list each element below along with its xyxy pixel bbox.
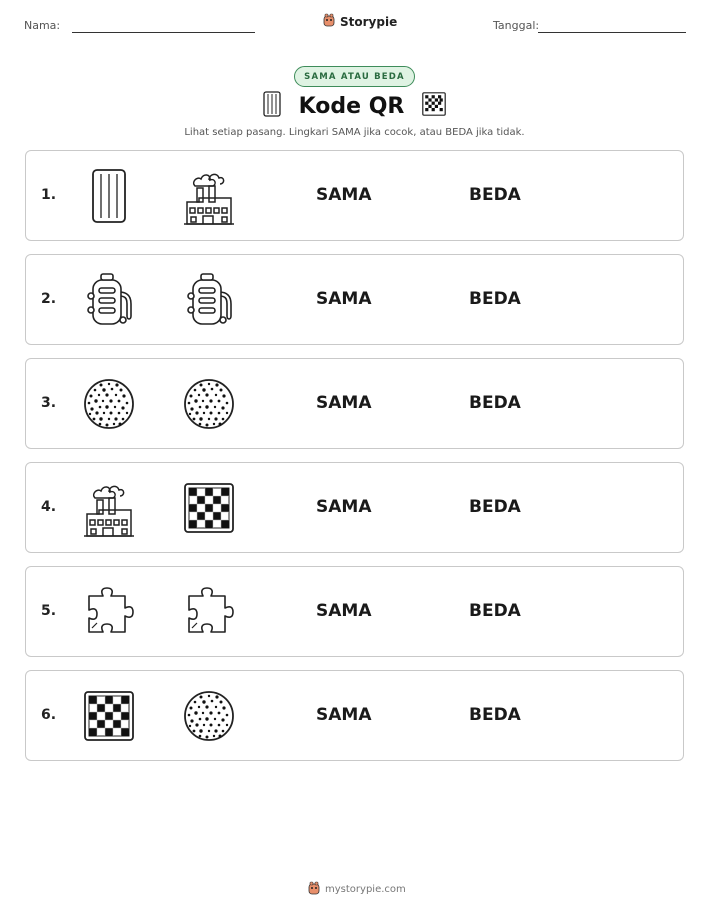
question-row-4	[25, 462, 684, 553]
question-number: 2.	[41, 291, 57, 307]
storypie-mascot-icon	[322, 12, 336, 31]
question-row-6	[25, 670, 684, 761]
puzzle-piece-icon	[79, 582, 139, 642]
dotted-circle-icon	[179, 686, 239, 746]
date-label: Tanggal:	[493, 19, 540, 32]
qr-code-icon	[179, 478, 239, 538]
factory-icon	[79, 478, 139, 538]
question-row-1	[25, 150, 684, 241]
footer	[307, 880, 406, 899]
same-option[interactable]: SAMA	[316, 497, 372, 517]
date-line[interactable]	[538, 32, 686, 33]
page-title: Kode QR	[298, 93, 405, 119]
brand-name: Storypie	[340, 14, 398, 29]
radiator-icon	[79, 166, 139, 226]
question-number: 4.	[41, 499, 57, 515]
question-number: 5.	[41, 603, 57, 619]
factory-icon	[179, 166, 239, 226]
dotted-circle-icon	[79, 374, 139, 434]
different-option[interactable]: BEDA	[469, 705, 521, 725]
question-row-2	[25, 254, 684, 345]
puzzle-piece-icon	[179, 582, 239, 642]
worksheet-type-badge: SAMA ATAU BEDA	[294, 66, 415, 87]
different-option[interactable]: BEDA	[469, 497, 521, 517]
question-row-3	[25, 358, 684, 449]
different-option[interactable]: BEDA	[469, 601, 521, 621]
question-number: 1.	[41, 187, 57, 203]
engine-icon	[79, 270, 139, 330]
question-row-5	[25, 566, 684, 657]
different-option[interactable]: BEDA	[469, 185, 521, 205]
engine-icon	[179, 270, 239, 330]
different-option[interactable]: BEDA	[469, 393, 521, 413]
name-label: Nama:	[24, 19, 61, 32]
same-option[interactable]: SAMA	[316, 601, 372, 621]
storypie-mascot-icon	[307, 880, 321, 899]
same-option[interactable]: SAMA	[316, 705, 372, 725]
dotted-circle-icon	[179, 374, 239, 434]
title-row	[0, 90, 709, 122]
question-number: 6.	[41, 707, 57, 723]
different-option[interactable]: BEDA	[469, 289, 521, 309]
question-number: 3.	[41, 395, 57, 411]
same-option[interactable]: SAMA	[316, 393, 372, 413]
footer-url[interactable]: mystorypie.com	[325, 884, 406, 895]
qr-code-icon	[422, 92, 446, 120]
brand-logo	[322, 12, 397, 31]
name-line[interactable]	[72, 32, 255, 33]
instructions: Lihat setiap pasang. Lingkari SAMA jika cocok, atau BEDA jika tidak.	[184, 127, 525, 138]
same-option[interactable]: SAMA	[316, 185, 372, 205]
qr-code-icon	[79, 686, 139, 746]
radiator-icon	[263, 91, 281, 121]
same-option[interactable]: SAMA	[316, 289, 372, 309]
